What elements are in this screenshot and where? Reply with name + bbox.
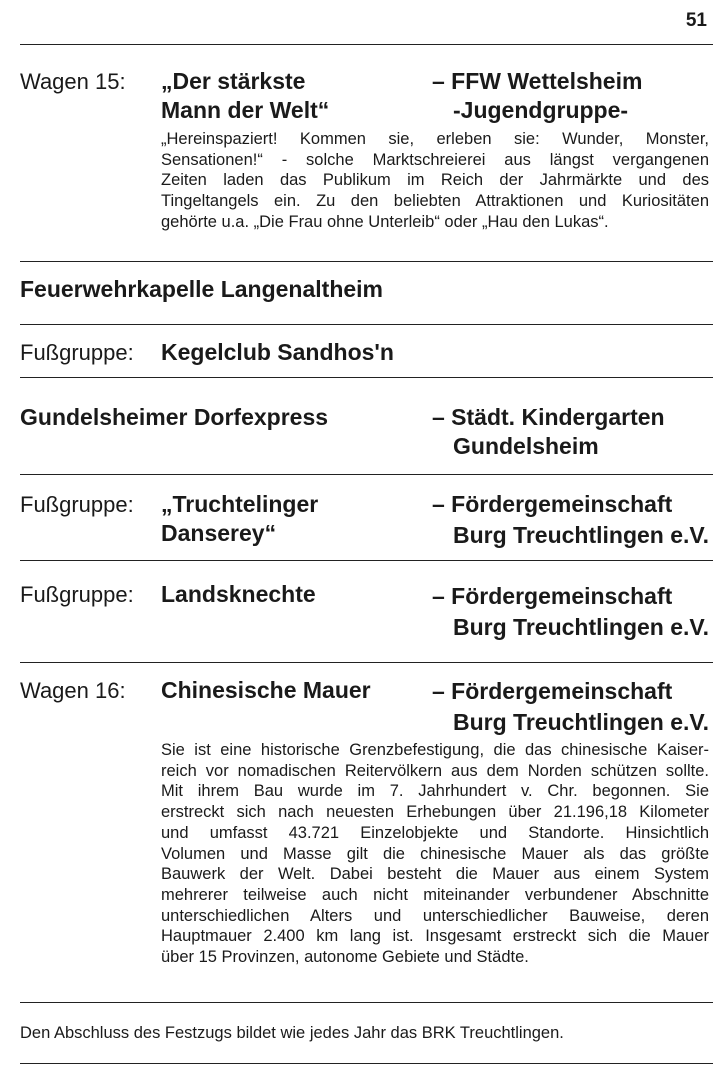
description-line: unterschiedlichen Alters und unterschiedlicher Bauweise, deren	[161, 906, 709, 925]
description-line: Sensationen!“ - solche Marktschreierei aus längst vergangenen	[161, 150, 709, 169]
entry-organizer-line-2: -Jugendgruppe-	[453, 97, 629, 123]
description-line: gehörte u.a. „Die Frau ohne Unterleib“ oder „Hau den Lukas“.	[161, 212, 609, 231]
divider	[20, 560, 713, 561]
divider	[20, 324, 713, 325]
entry-organizer-line-2: Burg Treuchtlingen e.V.	[453, 522, 710, 548]
entry-title: Chinesische Mauer	[161, 677, 371, 703]
entry-organizer-line-1: – Fördergemeinschaft	[432, 491, 673, 517]
entry-title: Feuerwehrkapelle Langenaltheim	[20, 276, 384, 302]
entry-organizer-line-2: Burg Treuchtlingen e.V.	[453, 709, 710, 735]
footer-note: Den Abschluss des Festzugs bildet wie jedes Jahr das BRK Treuchtlingen.	[20, 1024, 564, 1042]
entry-title-line-2: Mann der Welt“	[161, 97, 330, 123]
entry-label: Fußgruppe:	[20, 582, 134, 607]
divider	[20, 1002, 713, 1003]
description-line: Sie ist eine historische Grenzbefestigung, die das chinesische Kaiser-	[161, 741, 709, 759]
entry-description	[161, 740, 709, 968]
description-line: Zeiten laden das Publikum im Reich der Jahrmärkte und des	[161, 171, 709, 190]
entry-label: Fußgruppe:	[20, 340, 134, 365]
description-line: erstreckt sich nach neuesten Erhebungen über 21.196,18 Kilometer	[161, 803, 709, 822]
entry-title: Kegelclub Sandhos'n	[161, 339, 394, 365]
entry-label: Wagen 16:	[20, 678, 126, 703]
description-line: Bauwerk der Welt. Dabei besteht die Mauer aus einem System	[161, 865, 709, 884]
entry-label: Wagen 15:	[20, 69, 126, 94]
divider	[20, 662, 713, 663]
entry-organizer-line-1: – Städt. Kindergarten	[432, 404, 665, 430]
description-line: über 15 Provinzen, autonome Gebiete und Städte.	[161, 948, 529, 967]
entry-label: Fußgruppe:	[20, 492, 134, 517]
divider	[20, 261, 713, 262]
description-line: Volumen und Masse gilt die chinesische Mauer als das größte	[161, 844, 709, 863]
divider	[20, 474, 713, 475]
description-line: mehrerer teilweise auch nicht miteinander verbundener Abschnitte	[161, 885, 709, 904]
entry-organizer-line-2: Burg Treuchtlingen e.V.	[453, 614, 710, 640]
divider	[20, 377, 713, 378]
description-line: Tingeltangels ein. Zu den beliebten Attraktionen und Kuriositäten	[161, 192, 709, 211]
entry-organizer-line-1: – FFW Wettelsheim	[432, 68, 643, 94]
description-line: Mit ihrem Bau wurde im 7. Jahrhundert v. Chr. begonnen. Sie	[161, 782, 709, 801]
entry-description	[161, 129, 709, 233]
entry-title-line-1: „Der stärkste	[161, 68, 306, 94]
entry-title: Gundelsheimer Dorfexpress	[20, 404, 329, 430]
description-line: Hauptmauer 2.400 km lang ist. Insgesamt erstreckt sich die Mauer	[161, 927, 709, 946]
description-line: reich vor nomadischen Reitervölkern aus dem Norden schützen sollte.	[161, 761, 709, 780]
divider	[20, 44, 713, 45]
entry-organizer-line-1: – Fördergemeinschaft	[432, 678, 673, 704]
entry-title-line-1: „Truchtelinger	[161, 491, 319, 517]
description-line: und umfasst 43.721 Einzelobjekte und Standorte. Hinsichtlich	[161, 823, 709, 842]
divider	[20, 1063, 713, 1064]
entry-organizer-line-2: Gundelsheim	[453, 433, 599, 459]
entry-title: Landsknechte	[161, 581, 316, 607]
description-line: „Hereinspaziert! Kommen sie, erleben sie: Wunder, Monster,	[161, 130, 709, 148]
entry-organizer-line-1: – Fördergemeinschaft	[432, 583, 673, 609]
entry-title-line-2: Danserey“	[161, 520, 277, 546]
page-number: 51	[685, 10, 707, 31]
